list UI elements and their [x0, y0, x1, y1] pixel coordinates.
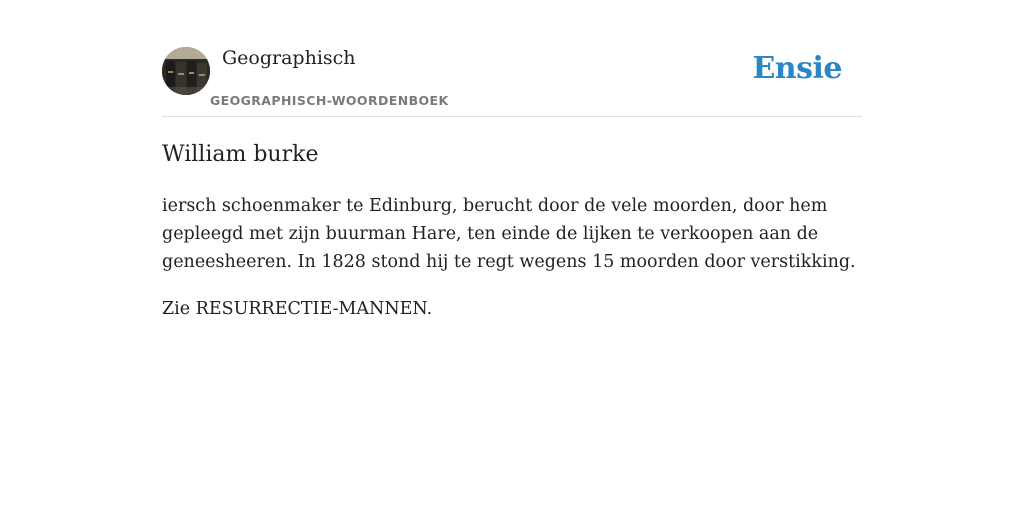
- dictionary-avatar[interactable]: [162, 47, 210, 95]
- content-container: [162, 0, 862, 319]
- dictionary-title[interactable]: Geographisch: [222, 47, 356, 69]
- dictionary-slug[interactable]: GEOGRAPHISCH-WOORDENBOEK: [210, 93, 449, 108]
- ensie-logo-link[interactable]: Ensie: [752, 51, 842, 86]
- entry-see-also: Zie RESURRECTIE-MANNEN.: [162, 299, 433, 319]
- book-spines-icon: [162, 47, 210, 95]
- entry-title: William burke: [162, 142, 319, 167]
- dictionary-header: [162, 0, 862, 117]
- entry-body: [162, 192, 862, 342]
- entry-paragraph: iersch schoenmaker te Edinburg, berucht door de vele moorden, door hem gepleegd met zijn buurman Hare, ten einde de lijken te verkoopen aan de geneesheeren. In 1828 stond hij te regt wegens 15 moorden door verstikking.: [162, 196, 856, 272]
